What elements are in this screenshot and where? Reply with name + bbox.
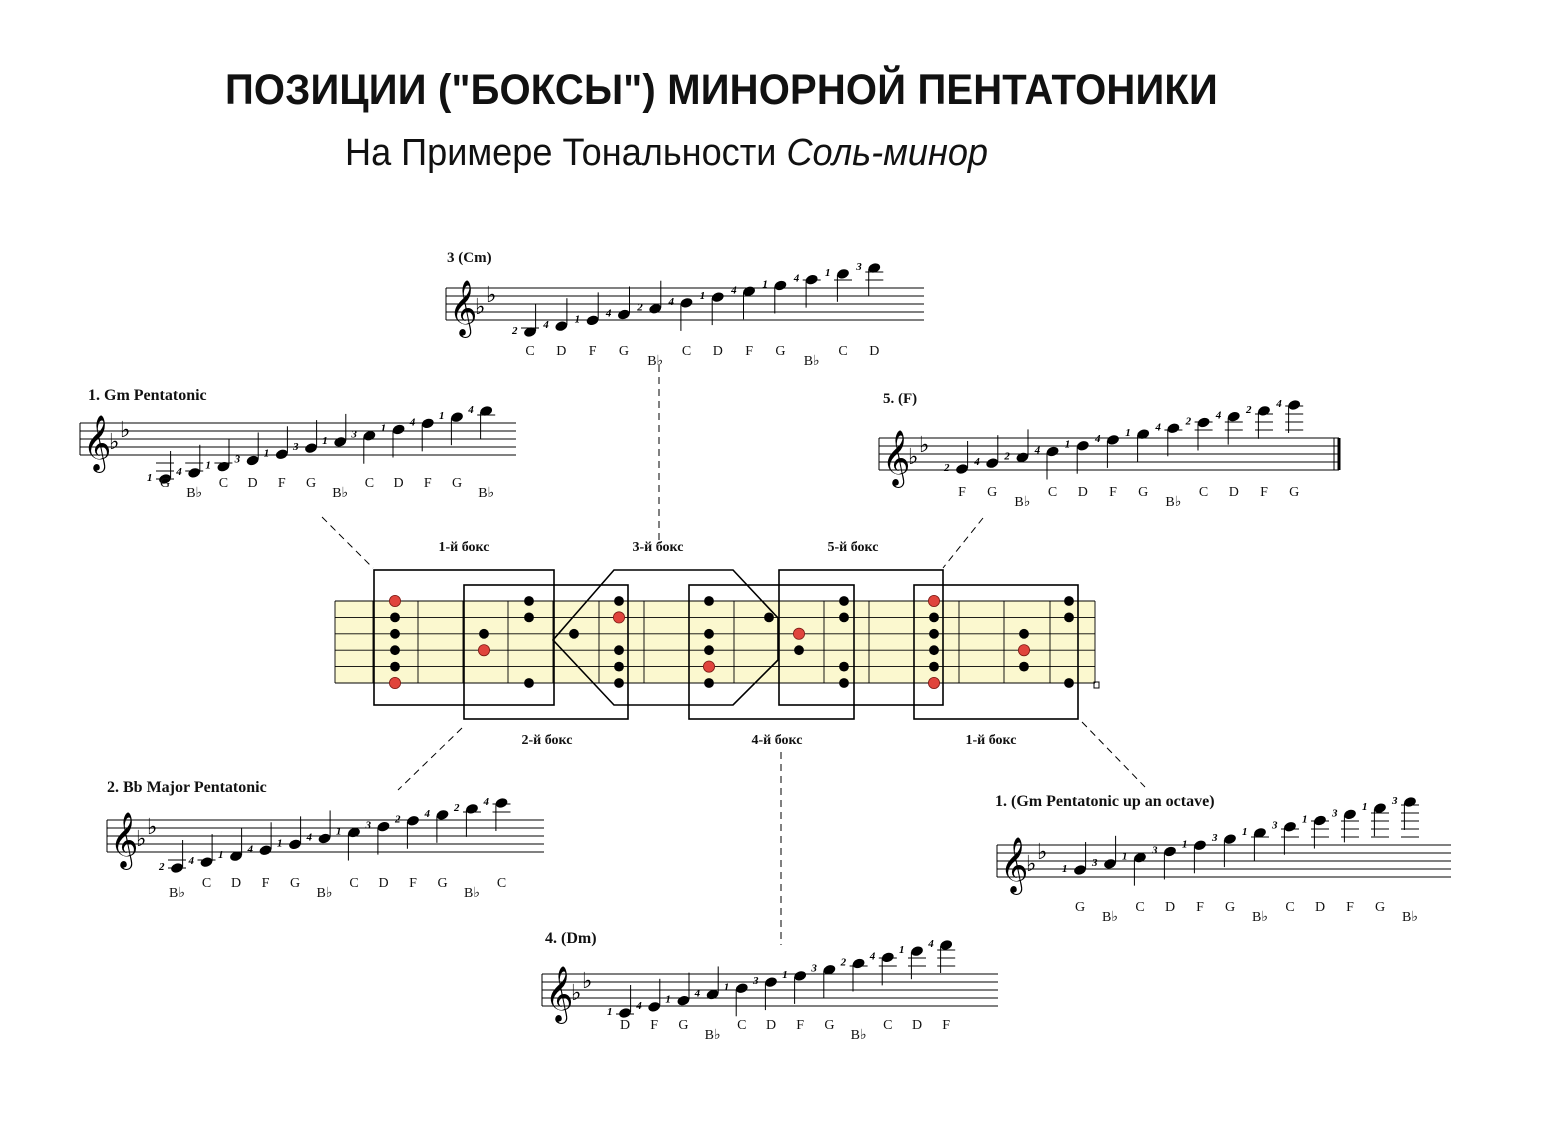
note-head <box>881 951 895 963</box>
finger-number: 1 <box>1062 863 1068 875</box>
note-head <box>170 862 184 874</box>
note-name-label: F <box>1346 900 1354 915</box>
finger-number: 3 <box>293 441 299 454</box>
finger-number: 4 <box>306 831 312 844</box>
note-head <box>465 803 479 815</box>
staff-box1 <box>80 387 516 501</box>
note-head <box>1227 410 1241 422</box>
finger-number: 4 <box>1095 432 1101 445</box>
finger-number: 2 <box>159 861 165 873</box>
note-name-label: B♭ <box>1165 495 1182 510</box>
key-flat-icon: ♭ <box>475 295 486 320</box>
finger-number: 4 <box>247 843 253 856</box>
fretboard <box>335 540 1099 748</box>
note-name-label: C <box>349 876 359 891</box>
note-name-label: C <box>1198 485 1209 500</box>
note-name-label: B♭ <box>1252 910 1268 925</box>
key-flat-icon: ♭ <box>109 430 120 455</box>
note-head <box>1257 405 1271 417</box>
note-name-label: B♭ <box>464 886 480 901</box>
finger-number: 4 <box>869 950 876 963</box>
note-dot <box>839 613 849 623</box>
staff-box5 <box>879 391 1339 510</box>
key-flat-icon: ♭ <box>582 969 593 994</box>
note-dot <box>929 662 939 672</box>
note-head <box>676 994 690 1006</box>
note-name-label: D <box>230 876 242 891</box>
finger-number: 4 <box>1215 409 1222 422</box>
root-note-dot <box>389 677 400 688</box>
finger-number: 3 <box>365 819 371 832</box>
note-name-label: G <box>1224 900 1236 915</box>
finger-number: 2 <box>512 325 518 337</box>
note-head <box>1045 445 1059 457</box>
note-name-label: F <box>745 344 753 359</box>
subtitle-key: Соль-минор <box>786 132 989 174</box>
fretboard-background <box>335 601 1095 683</box>
note-dot <box>569 629 579 639</box>
finger-number: 3 <box>234 453 241 466</box>
note-dot <box>704 678 714 688</box>
note-dot <box>524 678 534 688</box>
finger-number: 1 <box>1125 427 1131 440</box>
note-head <box>450 411 464 423</box>
note-dot <box>839 678 849 688</box>
note-name-label: D <box>1077 485 1088 500</box>
note-name-label: G <box>451 476 463 491</box>
finger-number: 2 <box>1185 415 1192 428</box>
staff-title: 1. (Gm Pentatonic up an octave) <box>995 793 1215 810</box>
note-name-label: G <box>1074 900 1086 915</box>
note-head <box>1287 399 1301 411</box>
note-name-label: F <box>277 476 286 491</box>
key-flat-icon: ♭ <box>908 445 919 470</box>
note-head <box>554 320 568 332</box>
finger-number: 1 <box>147 472 153 484</box>
note-name-label: G <box>305 476 317 491</box>
note-dot <box>390 629 400 639</box>
note-name-label: C <box>364 476 375 491</box>
note-head <box>985 457 999 469</box>
note-name-label: D <box>712 344 723 359</box>
note-head <box>1223 833 1237 845</box>
note-name-label: G <box>987 485 998 500</box>
note-dot <box>390 613 400 623</box>
key-flat-icon: ♭ <box>919 433 930 458</box>
note-name-label: B♭ <box>478 486 495 501</box>
note-name-label: G <box>618 344 629 359</box>
note-name-label: B♭ <box>1402 910 1418 925</box>
note-name-label: C <box>1135 900 1145 915</box>
finger-number: 2 <box>1246 403 1252 416</box>
staff-title: 5. (F) <box>883 391 918 407</box>
note-name-label: C <box>681 344 692 359</box>
root-note-dot <box>703 661 714 672</box>
note-head <box>421 417 435 429</box>
note-name-label: G <box>775 344 786 359</box>
treble-clef-icon: 𝄞 <box>449 280 478 336</box>
key-flat-icon: ♭ <box>571 981 582 1006</box>
finger-number: 4 <box>1034 444 1041 457</box>
note-head <box>735 982 749 994</box>
note-dot <box>524 596 534 606</box>
note-name-label: D <box>378 876 389 891</box>
finger-number: 4 <box>176 465 182 478</box>
connector-box5 <box>943 518 983 568</box>
finger-number: 4 <box>1276 398 1282 410</box>
note-name-label: D <box>556 344 567 359</box>
note-name-label: F <box>1109 485 1117 500</box>
note-name-label: F <box>796 1018 805 1033</box>
root-note-dot <box>389 595 400 606</box>
treble-clef-icon: 𝄞 <box>1000 837 1029 893</box>
staff-box1up <box>995 793 1451 925</box>
finger-number: 1 <box>782 968 788 981</box>
note-head <box>1166 422 1180 434</box>
note-dot <box>704 629 714 639</box>
box-label-1: 1-й бокс <box>438 540 490 555</box>
note-head <box>199 856 213 868</box>
key-flat-icon: ♭ <box>136 827 147 852</box>
note-head <box>679 297 693 309</box>
note-name-label: B♭ <box>803 354 820 369</box>
finger-number: 1 <box>699 290 706 303</box>
key-flat-icon: ♭ <box>120 418 131 443</box>
note-head <box>333 436 347 448</box>
box-label-1-octave: 1-й бокс <box>965 733 1017 748</box>
note-name-label: D <box>765 1018 777 1033</box>
finger-number: 4 <box>483 796 489 808</box>
note-head <box>793 970 807 982</box>
finger-number: 3 <box>1392 795 1398 807</box>
finger-number: 1 <box>1302 813 1308 826</box>
staff-title: 2. Bb Major Pentatonic <box>107 779 267 796</box>
root-note-dot <box>613 612 624 623</box>
note-dot <box>614 678 624 688</box>
note-head <box>376 820 390 832</box>
note-dot <box>479 629 489 639</box>
treble-clef-icon: 𝄞 <box>83 415 112 471</box>
finger-number: 2 <box>1004 450 1010 463</box>
note-head <box>836 268 850 280</box>
note-name-label: B♭ <box>647 354 664 369</box>
note-name-label: G <box>159 476 171 491</box>
finger-number: 1 <box>1122 850 1128 863</box>
key-flat-icon: ♭ <box>486 283 497 308</box>
note-name-label: F <box>1196 900 1204 915</box>
note-name-label: B♭ <box>316 886 333 901</box>
note-name-label: D <box>911 1018 923 1033</box>
note-head <box>805 273 819 285</box>
note-head <box>1076 440 1090 452</box>
note-dot <box>839 596 849 606</box>
note-name-label: B♭ <box>1102 910 1118 925</box>
finger-number: 4 <box>409 416 416 429</box>
connector-box1up <box>1082 722 1145 787</box>
staff-title: 4. (Dm) <box>545 930 597 947</box>
finger-number: 1 <box>263 447 270 460</box>
key-flat-icon: ♭ <box>147 815 158 840</box>
finger-number: 4 <box>468 404 474 416</box>
finger-number: 1 <box>665 993 671 1006</box>
note-head <box>435 809 449 821</box>
note-name-label: G <box>1374 900 1386 915</box>
finger-number: 1 <box>1064 438 1071 451</box>
finger-number: 1 <box>336 825 342 838</box>
finger-number: 1 <box>439 410 445 423</box>
staff-box4 <box>542 930 998 1043</box>
finger-number: 4 <box>188 855 194 868</box>
finger-number: 3 <box>1272 819 1278 832</box>
finger-number: 2 <box>395 813 401 826</box>
root-note-dot <box>1018 645 1029 656</box>
note-name-label: D <box>619 1018 631 1033</box>
note-head <box>910 945 924 957</box>
note-name-label: C <box>1047 485 1058 500</box>
key-flat-icon: ♭ <box>1037 840 1048 865</box>
note-head <box>1103 858 1117 870</box>
note-head <box>647 1001 661 1013</box>
root-note-dot <box>928 595 939 606</box>
note-dot <box>704 645 714 655</box>
note-name-label: F <box>1260 485 1268 500</box>
note-dot <box>390 645 400 655</box>
note-name-label: G <box>437 876 448 891</box>
finger-number: 4 <box>974 456 980 469</box>
note-dot <box>390 662 400 672</box>
finger-number: 4 <box>668 295 674 308</box>
finger-number: 1 <box>607 1006 613 1018</box>
finger-number: 2 <box>944 462 950 474</box>
note-head <box>1163 845 1177 857</box>
root-note-dot <box>928 677 939 688</box>
finger-number: 1 <box>899 944 905 957</box>
root-note-dot <box>478 645 489 656</box>
note-name-label: F <box>588 344 597 359</box>
finger-number: 1 <box>218 849 224 862</box>
root-note-dot <box>793 628 804 639</box>
finger-number: 2 <box>637 301 643 314</box>
note-head <box>1196 416 1210 428</box>
note-dot <box>764 613 774 623</box>
note-head <box>1073 864 1087 876</box>
note-name-label: B♭ <box>850 1028 867 1043</box>
note-head <box>764 976 778 988</box>
finger-number: 3 <box>753 975 759 988</box>
note-name-label: B♭ <box>1014 495 1031 510</box>
connector-box1 <box>322 517 373 568</box>
finger-number: 3 <box>1092 856 1098 869</box>
note-dot <box>1019 629 1029 639</box>
note-name-label: D <box>1228 485 1239 500</box>
note-name-label: G <box>678 1018 689 1033</box>
finger-number: 1 <box>277 837 283 850</box>
finger-number: 1 <box>574 313 581 326</box>
note-head <box>711 291 725 303</box>
note-head <box>585 314 599 326</box>
treble-clef-icon: 𝄞 <box>882 430 911 486</box>
finger-number: 1 <box>723 981 730 994</box>
finger-number: 2 <box>454 801 460 814</box>
note-head <box>1283 821 1297 833</box>
note-head <box>1193 839 1207 851</box>
note-name-label: C <box>883 1018 893 1033</box>
note-name-label: C <box>218 476 229 491</box>
finger-number: 4 <box>1155 421 1161 434</box>
note-head <box>258 844 272 856</box>
note-name-label: F <box>942 1018 951 1033</box>
note-head <box>245 454 259 466</box>
finger-number: 4 <box>928 938 934 950</box>
box-label-2: 2-й бокс <box>521 733 573 748</box>
note-dot <box>794 645 804 655</box>
page-title: ПОЗИЦИИ ("БОКСЫ") МИНОРНОЙ ПЕНТАТОНИКИ <box>225 66 1218 114</box>
note-name-label: G <box>824 1018 835 1033</box>
note-dot <box>929 645 939 655</box>
note-dot <box>614 662 624 672</box>
finger-number: 2 <box>840 956 847 969</box>
note-name-label: B♭ <box>186 486 203 501</box>
finger-number: 4 <box>793 272 800 285</box>
finger-number: 1 <box>825 266 831 279</box>
note-head <box>288 838 302 850</box>
connector-box2 <box>398 728 462 790</box>
note-head <box>494 797 508 809</box>
note-head <box>1403 796 1417 808</box>
finger-number: 1 <box>205 459 211 472</box>
box-label-5: 5-й бокс <box>827 540 879 555</box>
note-name-label: D <box>1314 900 1326 915</box>
staff-box3 <box>446 250 924 369</box>
finger-number: 3 <box>1332 807 1338 820</box>
note-head <box>1343 808 1357 820</box>
note-name-label: D <box>1164 900 1176 915</box>
finger-number: 4 <box>694 987 701 1000</box>
note-name-label: F <box>958 485 966 500</box>
note-head <box>851 957 865 969</box>
note-name-label: C <box>737 1018 747 1033</box>
note-dot <box>839 662 849 672</box>
note-dot <box>1064 678 1074 688</box>
finger-number: 4 <box>731 284 737 297</box>
box-label-3: 3-й бокс <box>632 540 684 555</box>
note-dot <box>614 645 624 655</box>
note-dot <box>614 596 624 606</box>
staff-title: 3 (Cm) <box>447 250 492 266</box>
note-name-label: F <box>650 1018 659 1033</box>
note-name-label: B♭ <box>332 486 349 501</box>
finger-number: 4 <box>636 999 642 1012</box>
note-head <box>187 467 201 479</box>
note-name-label: C <box>496 876 507 891</box>
note-head <box>304 442 318 454</box>
note-name-label: F <box>261 876 270 891</box>
note-name-label: G <box>1289 485 1300 500</box>
note-name-label: C <box>838 344 848 359</box>
staff-title: 1. Gm Pentatonic <box>88 387 207 404</box>
note-head <box>406 815 420 827</box>
note-head <box>216 460 230 472</box>
box-label-4: 4-й бокс <box>751 733 803 748</box>
note-name-label: F <box>423 476 432 491</box>
finger-number: 4 <box>543 319 549 332</box>
finger-number: 3 <box>811 962 817 975</box>
note-dot <box>524 613 534 623</box>
finger-number: 3 <box>856 261 862 273</box>
note-dot <box>704 596 714 606</box>
note-head <box>939 939 953 951</box>
note-dot <box>929 613 939 623</box>
note-head <box>317 832 331 844</box>
finger-number: 4 <box>424 807 430 820</box>
note-name-label: C <box>525 344 535 359</box>
note-name-label: G <box>1138 485 1149 500</box>
finger-number: 1 <box>380 422 387 435</box>
finger-number: 3 <box>1212 832 1218 845</box>
note-name-label: D <box>247 476 258 491</box>
note-dot <box>1019 662 1029 672</box>
note-head <box>391 423 405 435</box>
note-head <box>1106 434 1120 446</box>
note-name-label: C <box>1285 900 1295 915</box>
finger-number: 1 <box>1182 838 1188 851</box>
note-head <box>955 463 969 475</box>
note-name-label: G <box>289 876 301 891</box>
note-name-label: D <box>869 344 880 359</box>
note-head <box>773 279 787 291</box>
finger-number: 4 <box>605 307 612 320</box>
key-flat-icon: ♭ <box>1026 852 1037 877</box>
treble-clef-icon: 𝄞 <box>110 812 139 868</box>
note-name-label: C <box>201 876 212 891</box>
finger-number: 1 <box>762 278 768 291</box>
finger-number: 3 <box>351 428 357 441</box>
note-dot <box>929 629 939 639</box>
finger-number: 1 <box>322 434 328 447</box>
note-name-label: B♭ <box>169 886 185 901</box>
note-head <box>1313 814 1327 826</box>
note-head <box>617 308 631 320</box>
note-head <box>275 448 289 460</box>
finger-number: 1 <box>1242 825 1248 838</box>
subtitle-text: На Примере Тональности <box>345 132 787 174</box>
note-dot <box>1064 613 1074 623</box>
treble-clef-icon: 𝄞 <box>545 966 574 1022</box>
finger-number: 1 <box>1362 801 1368 814</box>
note-dot <box>1064 596 1074 606</box>
note-name-label: B♭ <box>704 1028 721 1043</box>
staff-box2 <box>107 779 544 901</box>
finger-number: 3 <box>1152 844 1158 857</box>
note-name-label: F <box>409 876 417 891</box>
note-name-label: D <box>393 476 404 491</box>
